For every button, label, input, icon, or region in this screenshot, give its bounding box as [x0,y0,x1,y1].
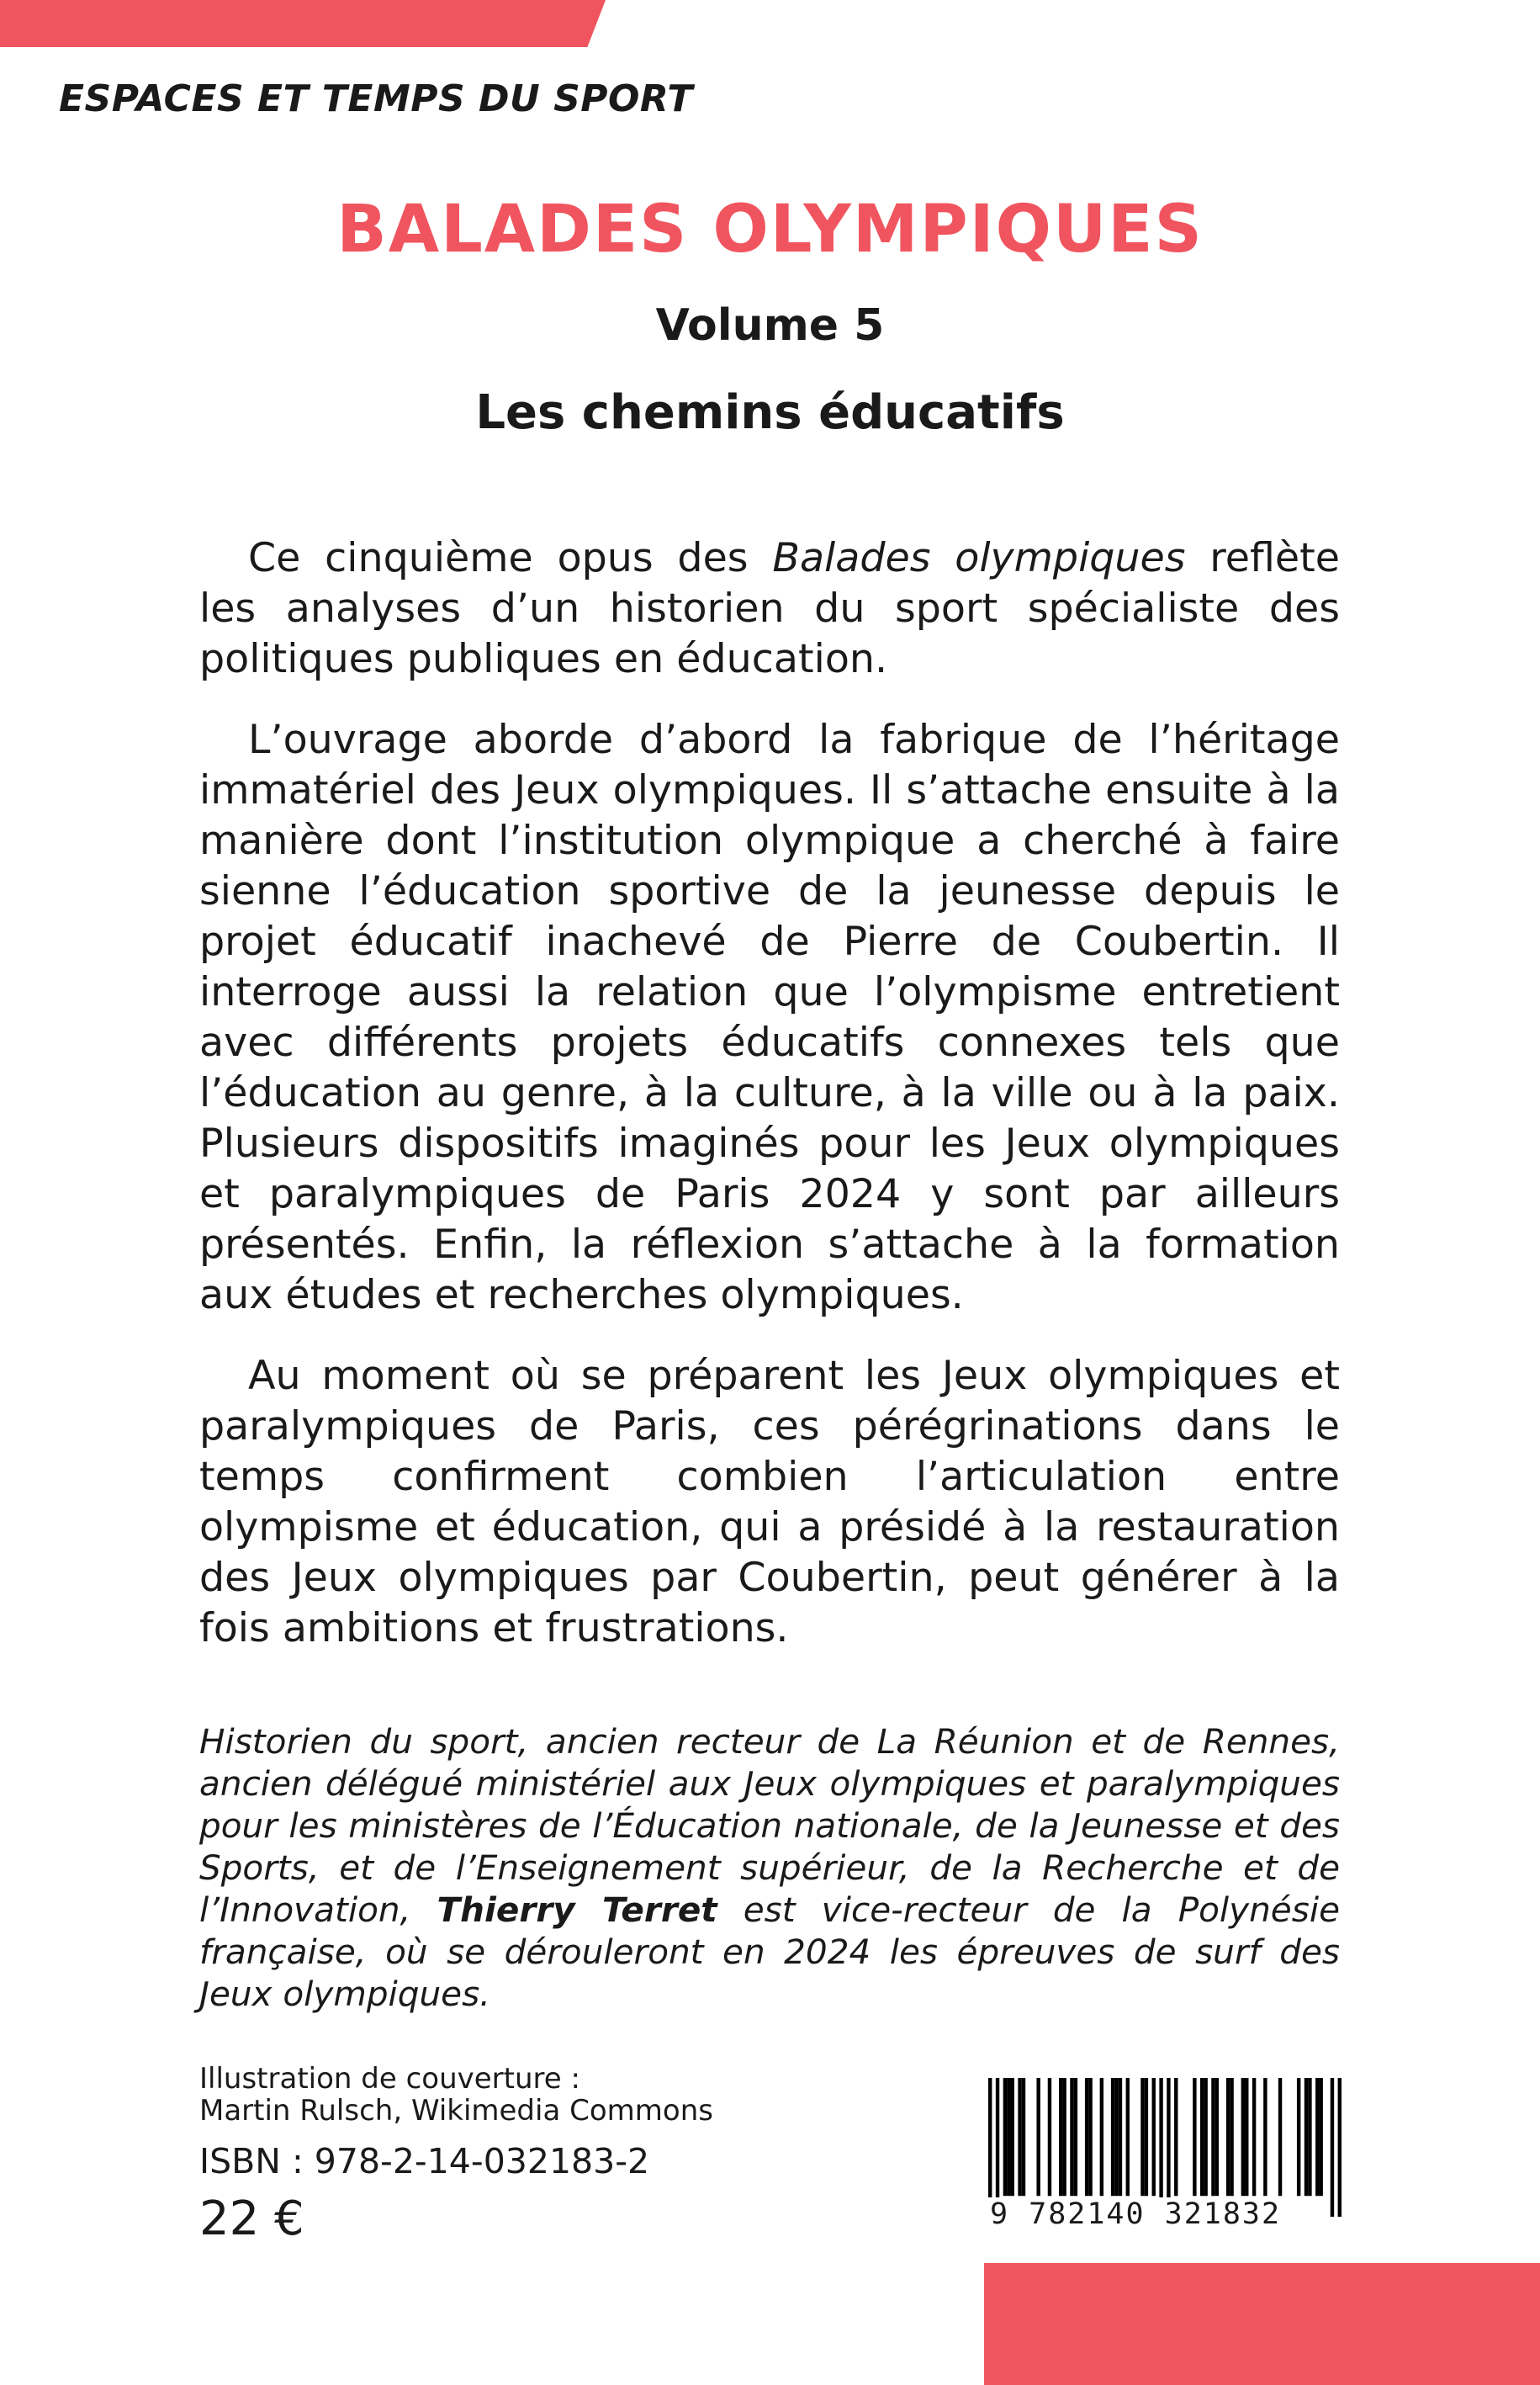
ean13-barcode-icon [988,2078,1342,2217]
blurb [199,533,1340,1684]
book-subtitle: Les chemins éducatifs [475,385,1065,440]
barcode-bar [1241,2078,1245,2196]
barcode-bar [1278,2078,1282,2196]
barcode-bar [996,2078,999,2217]
cover-credit-line-2: Martin Rulsch, Wikimedia Commons [199,2094,713,2128]
series-title: ESPACES ET TEMPS DU SPORT [59,77,693,120]
isbn: ISBN : 978-2-14-032183-2 [199,2141,650,2181]
barcode-bar [1018,2078,1021,2196]
barcode-bar [1022,2078,1025,2196]
barcode-bar [1036,2078,1040,2196]
barcode-bar [1245,2078,1248,2196]
barcode-bar [1111,2078,1114,2196]
cover-credit [199,2063,713,2127]
barcode-bar [1204,2078,1207,2196]
barcode-bar [1100,2078,1103,2196]
barcode-bar [1140,2078,1144,2196]
barcode-bar [1315,2078,1319,2196]
barcode-bar [1074,2078,1077,2196]
barcode-bar [1085,2078,1088,2196]
blurb-paragraph-3: Au moment où se préparent les Jeux olympiques et paralympiques de Paris, ces pérégrinations dans le temps confirment combien l’articulation entre olympisme et éducation, qui a présidé à la restauration des Jeux olympiques par Coubertin, peut générer à la fois ambitions et frustrations. [199,1353,1340,1651]
barcode-number: 9 782140 321832 [990,2197,1282,2231]
barcode-bar [1070,2078,1073,2196]
barcode-bar [1215,2078,1219,2196]
barcode-bar [1003,2078,1007,2196]
barcode-bar [1011,2078,1014,2196]
author-bio [199,1720,1340,2015]
barcode-bar [1048,2078,1051,2196]
barcode-bar [1308,2078,1311,2196]
author-bio-text-b: est vice-recteur de la Polynésie française, où se dérouleront en 2024 les épreuves de surf des Jeux olympiques. [199,1889,1340,2014]
barcode-bar [1159,2078,1162,2217]
barcode-bar [1200,2078,1204,2196]
barcode-bar [1114,2078,1118,2196]
book-title: BALADES OLYMPIQUES [336,192,1204,268]
barcode-bar [1007,2078,1010,2196]
blurb-paragraph-2: L’ouvrage aborde d’abord la fabrique de l’héritage immatériel des Jeux olympiques. Il s’attache ensuite à la manière dont l’institution olympique a cherché à faire sienne l’éducation sportive de la jeunesse depuis le projet éducatif inachevé de Pierre de Coubertin. Il interroge aussi la relation que l’olympisme entretient avec différents projets éducatifs connexes tels que l’éducation au genre, à la culture, à la ville ou à la paix. Plusieurs dispositifs imaginés pour les Jeux olympiques et paralympiques de Paris 2024 y sont par ailleurs présentés. Enfin, la réflexion s’attache à la formation aux études et recherches olympiques. [199,717,1340,1318]
blurb-p1-book-title: Balades olympiques [772,535,1186,581]
barcode-bar [1193,2078,1196,2196]
barcode-bar [1331,2078,1334,2217]
barcode-bar [1062,2078,1066,2196]
blurb-paragraph-1 [199,533,1340,685]
barcode-bar [1059,2078,1062,2196]
barcode-bar [1126,2078,1130,2196]
blurb-p1-text-a: Ce cinquième opus des [248,535,773,581]
barcode-bar [1319,2078,1322,2196]
barcode-bar [1230,2078,1233,2196]
cover-credit-line-1: Illustration de couverture : [199,2062,580,2096]
author-bio-text-a: Historien du sport, ancien recteur de La Réunion et de Rennes, ancien délégué ministériel aux Jeux olympiques et paralympiques pour les ministères de l’Éducation nationale, de la Jeunesse et des Sports, et de l’Enseignement supérieur, de la Recherche et de l’Innovation, [199,1721,1340,1930]
volume-label: Volume 5 [655,300,885,351]
price: 22 € [199,2192,304,2246]
top-accent-bar [0,0,606,47]
barcode-bar [1119,2078,1122,2196]
author-name: Thierry Terret [437,1889,717,1930]
barcode-bar [1088,2078,1092,2196]
barcode-bar [1152,2078,1156,2196]
barcode-digits [988,2197,1342,2231]
blurb-p1-text-b: reflète les analyses d’un historien du sport spécialiste des politiques publiques en éducation. [199,535,1340,682]
barcode-bar [1263,2078,1267,2196]
barcode-bar [1226,2078,1230,2196]
bottom-accent-bar [984,2263,1540,2385]
barcode-bar [988,2078,992,2217]
barcode-bar [1167,2078,1170,2217]
barcode-bar [1145,2078,1148,2196]
barcode-bar [1338,2078,1342,2217]
barcode-bar [1297,2078,1300,2196]
barcode-bar [1252,2078,1256,2196]
barcode-bar [1211,2078,1215,2196]
barcode-bar [1174,2078,1177,2196]
barcode-bar [1305,2078,1308,2196]
